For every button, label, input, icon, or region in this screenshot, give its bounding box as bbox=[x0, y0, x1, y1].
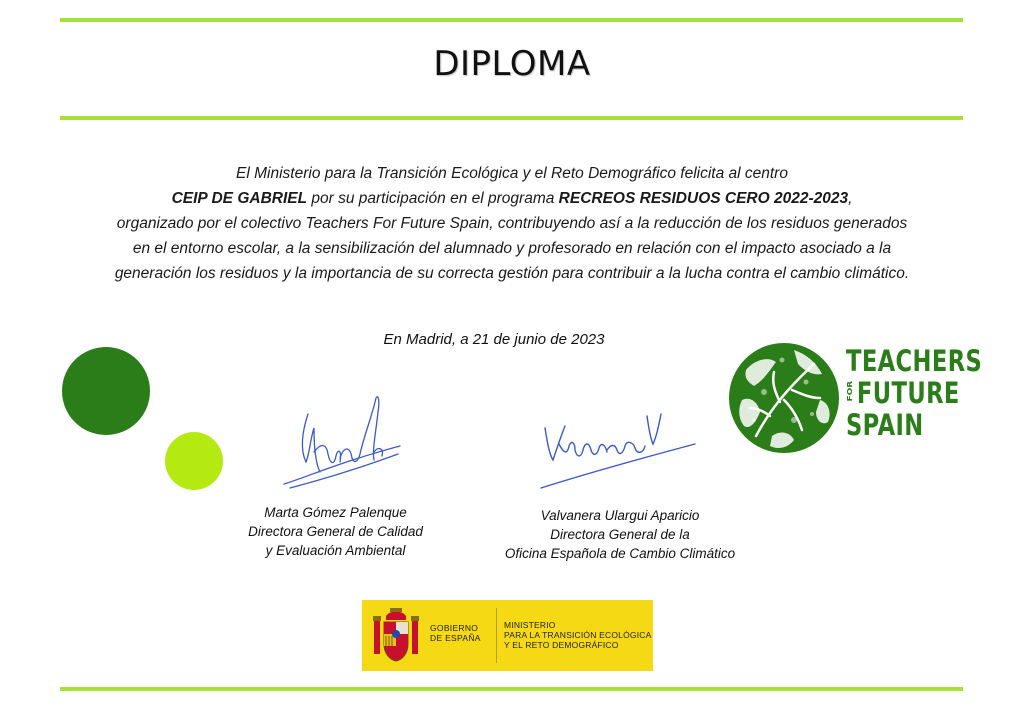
government-logo bbox=[362, 600, 653, 671]
school-name: CEIP DE GABRIEL bbox=[171, 190, 308, 207]
body-comma: , bbox=[848, 190, 853, 207]
gov-label-1: GOBIERNO bbox=[430, 623, 479, 633]
ministry-label bbox=[504, 620, 651, 650]
top-rule bbox=[60, 18, 963, 22]
tffs-spain: SPAIN bbox=[846, 408, 924, 442]
diploma-date: En Madrid, a 21 de junio de 2023 bbox=[383, 331, 605, 348]
signatory-2 bbox=[490, 506, 750, 563]
ministry-line-3: Y EL RETO DEMOGRÁFICO bbox=[504, 640, 619, 650]
program-name: RECREOS RESIDUOS CERO 2022-2023 bbox=[558, 190, 849, 207]
body-paragraph: organizado por el colectivo Teachers For Future Spain, contribuyendo así a la reducción de los residuos generados en el entorno escolar, a la sensibilización del alumnado y profesorado en relación con el impacto asociado a la generación los residuos y la importancia de su correcta gestión para contribuir a la lucha contra el cambio climático. bbox=[114, 215, 910, 282]
signatory-2-role-1: Directora General de la bbox=[550, 527, 690, 542]
signatory-1 bbox=[228, 503, 443, 560]
signature-2-drawing bbox=[535, 400, 705, 500]
signatory-1-name: Marta Gómez Palenque bbox=[264, 505, 407, 520]
gov-label-2: DE ESPAÑA bbox=[430, 633, 481, 643]
tffs-teachers: TEACHERS bbox=[846, 344, 983, 378]
tffs-wordmark bbox=[846, 345, 1021, 441]
ministry-line-2: PARA LA TRANSICIÓN ECOLÓGICA bbox=[504, 630, 652, 640]
signatory-1-role-1: Directora General de Calidad bbox=[248, 524, 423, 539]
tffs-globe-icon bbox=[724, 340, 844, 456]
ministry-line-1: MINISTERIO bbox=[504, 620, 556, 630]
coat-of-arms-icon bbox=[372, 608, 420, 663]
signatory-1-role-2: y Evaluación Ambiental bbox=[265, 543, 406, 558]
decor-circle-dark bbox=[62, 347, 150, 435]
signatory-2-role-2: Oficina Española de Cambio Climático bbox=[504, 546, 736, 561]
body-line-1: El Ministerio para la Transición Ecológica y el Reto Demográfico felicita al centro bbox=[236, 165, 788, 182]
diploma-title: DIPLOMA bbox=[433, 44, 591, 84]
tffs-for: FOR bbox=[846, 380, 855, 401]
signatory-2-name: Valvanera Ulargui Aparicio bbox=[540, 508, 700, 523]
diploma-body bbox=[110, 161, 914, 286]
signature-1-drawing bbox=[280, 392, 410, 502]
body-connector: por su participación en el programa bbox=[307, 190, 559, 207]
bottom-rule bbox=[60, 687, 963, 691]
gov-label bbox=[430, 623, 481, 643]
tffs-future: FUTURE bbox=[856, 376, 960, 410]
gov-divider bbox=[496, 608, 497, 663]
title-rule bbox=[60, 116, 963, 120]
decor-circle-light bbox=[165, 432, 223, 490]
